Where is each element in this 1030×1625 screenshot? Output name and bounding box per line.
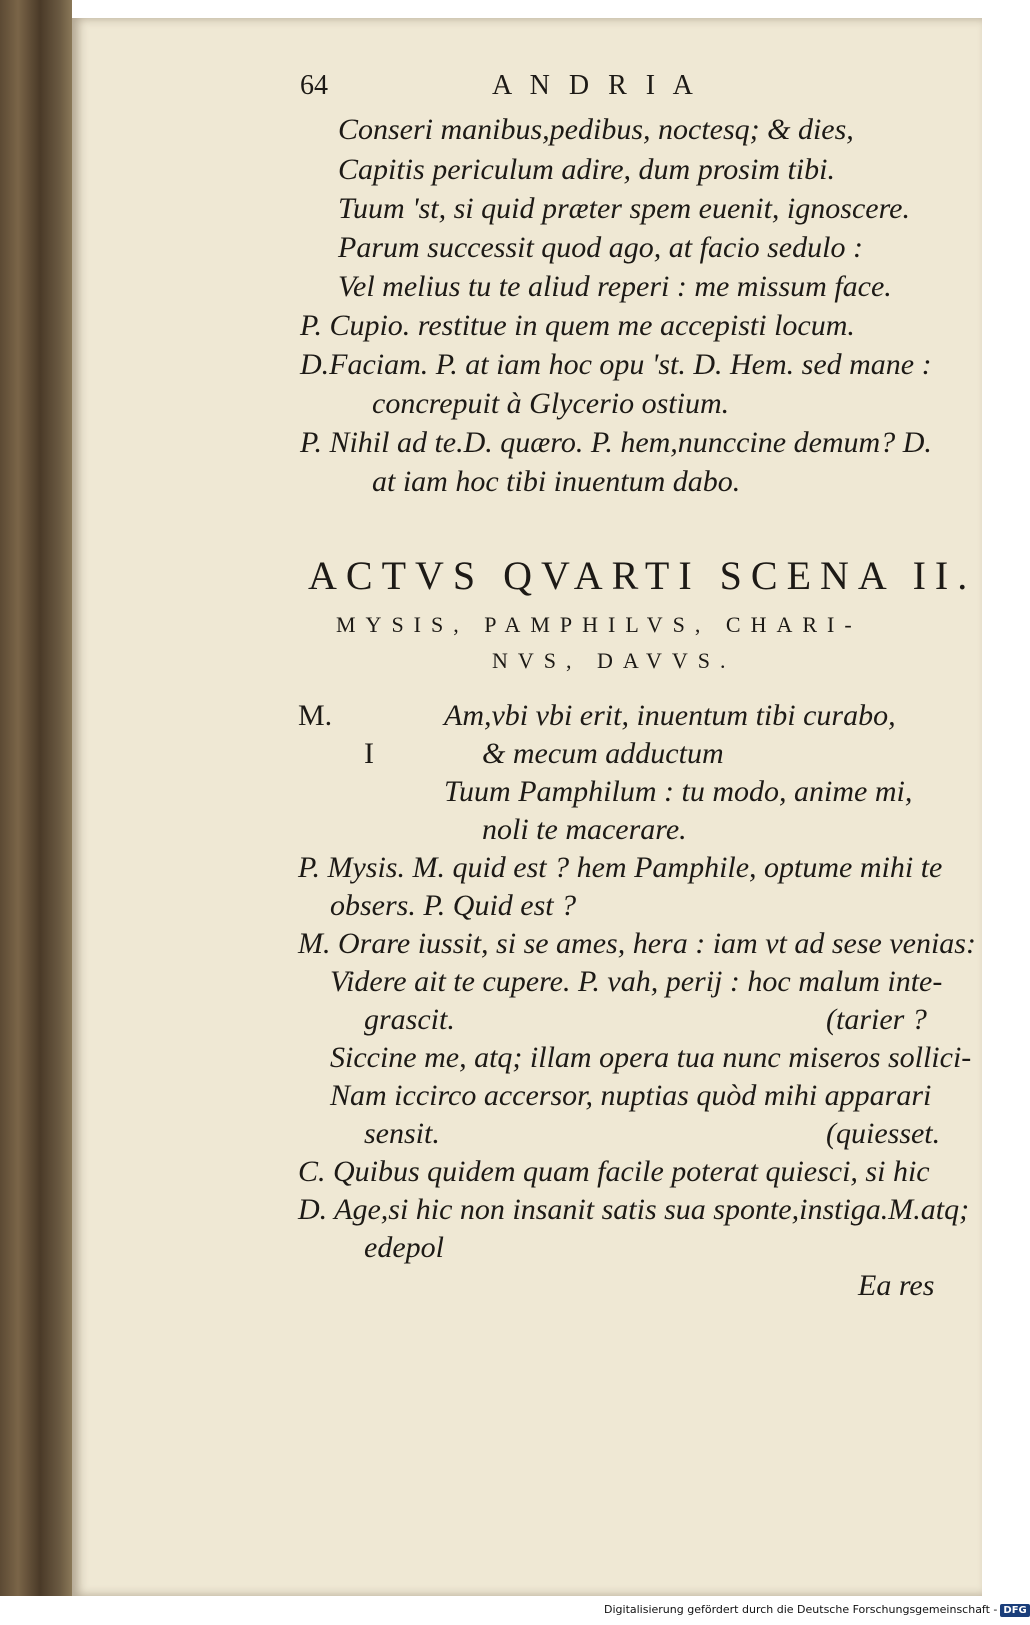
- text-line: M. Orare iussit, si se ames, hera : iam vt ad sese venias:: [298, 927, 976, 960]
- verse-marker: I: [364, 737, 374, 770]
- speaker-label: M.: [298, 699, 333, 732]
- text-line: & mecum adductum: [482, 737, 724, 770]
- text-line: Videre ait te cupere. P. vah, perij : hoc malum inte-: [330, 965, 943, 998]
- credit-text: Digitalisierung gefördert durch die Deutsche Forschungsgemeinschaft -: [604, 1603, 998, 1616]
- text-line: grascit.: [364, 1003, 455, 1036]
- text-line: Tuum 'st, si quid prӕter spem euenit, ignoscere.: [338, 192, 910, 225]
- text-line: C. Quibus quidem quam facile poterat quiesci, si hic: [298, 1155, 930, 1188]
- text-line: Conseri manibus,pedibus, noctesq; & dies,: [338, 113, 854, 146]
- scan-margin-top: [72, 0, 982, 18]
- scan-margin-right: [982, 0, 1000, 1625]
- text-line: D.Faciam. P. at iam hoc opu 'st. D. Hem. sed mane :: [300, 348, 932, 381]
- text-line: Nam iccirco accersor, nuptias quòd mihi apparari: [330, 1079, 932, 1112]
- text-line: Capitis periculum adire, dum prosim tibi.: [338, 153, 835, 186]
- text-line: P. Nihil ad te.D. quӕro. P. hem,nunccine demum? D.: [300, 426, 932, 459]
- personae-line: NVS, DAVVS.: [492, 648, 736, 673]
- text-line: Vel melius tu te aliud reperi : me missum face.: [338, 270, 892, 303]
- page-number: 64: [300, 70, 328, 101]
- text-line: obsers. P. Quid est ?: [330, 889, 577, 922]
- text-line: D. Age,si hic non insanit satis sua sponte,instiga.M.atq;: [298, 1193, 970, 1226]
- text-line: edepol: [364, 1231, 444, 1264]
- text-line: Tuum Pamphilum : tu modo, anime mi,: [444, 775, 913, 808]
- text-line: P. Mysis. M. quid est ? hem Pamphile, optume mihi te: [298, 851, 943, 884]
- text-line: at iam hoc tibi inuentum dabo.: [372, 465, 741, 498]
- text-line: noli te macerare.: [482, 813, 687, 846]
- text-line: concrepuit à Glycerio ostium.: [372, 387, 730, 420]
- personae-line: MYSIS, PAMPHILVS, CHARI-: [336, 612, 862, 637]
- text-line: Parum successit quod ago, at facio sedulo :: [338, 231, 863, 264]
- running-title: A N D R I A: [492, 70, 699, 101]
- text-line: (tarier ?: [826, 1003, 927, 1036]
- text-line: P. Cupio. restitue in quem me accepisti locum.: [300, 309, 855, 342]
- text-line: Am,vbi vbi erit, inuentum tibi curabo,: [444, 699, 896, 732]
- text-line: Siccine me, atq; illam opera tua nunc miseros sollici-: [330, 1041, 972, 1074]
- catchword: Ea res: [858, 1269, 935, 1302]
- scene-title: ACTVS QVARTI SCENA II.: [308, 553, 977, 598]
- text-line: sensit.: [364, 1117, 440, 1150]
- digitization-credit: [604, 1603, 1030, 1617]
- dfg-logo-icon: DFG: [1000, 1604, 1029, 1617]
- text-line: (quiesset.: [826, 1117, 941, 1150]
